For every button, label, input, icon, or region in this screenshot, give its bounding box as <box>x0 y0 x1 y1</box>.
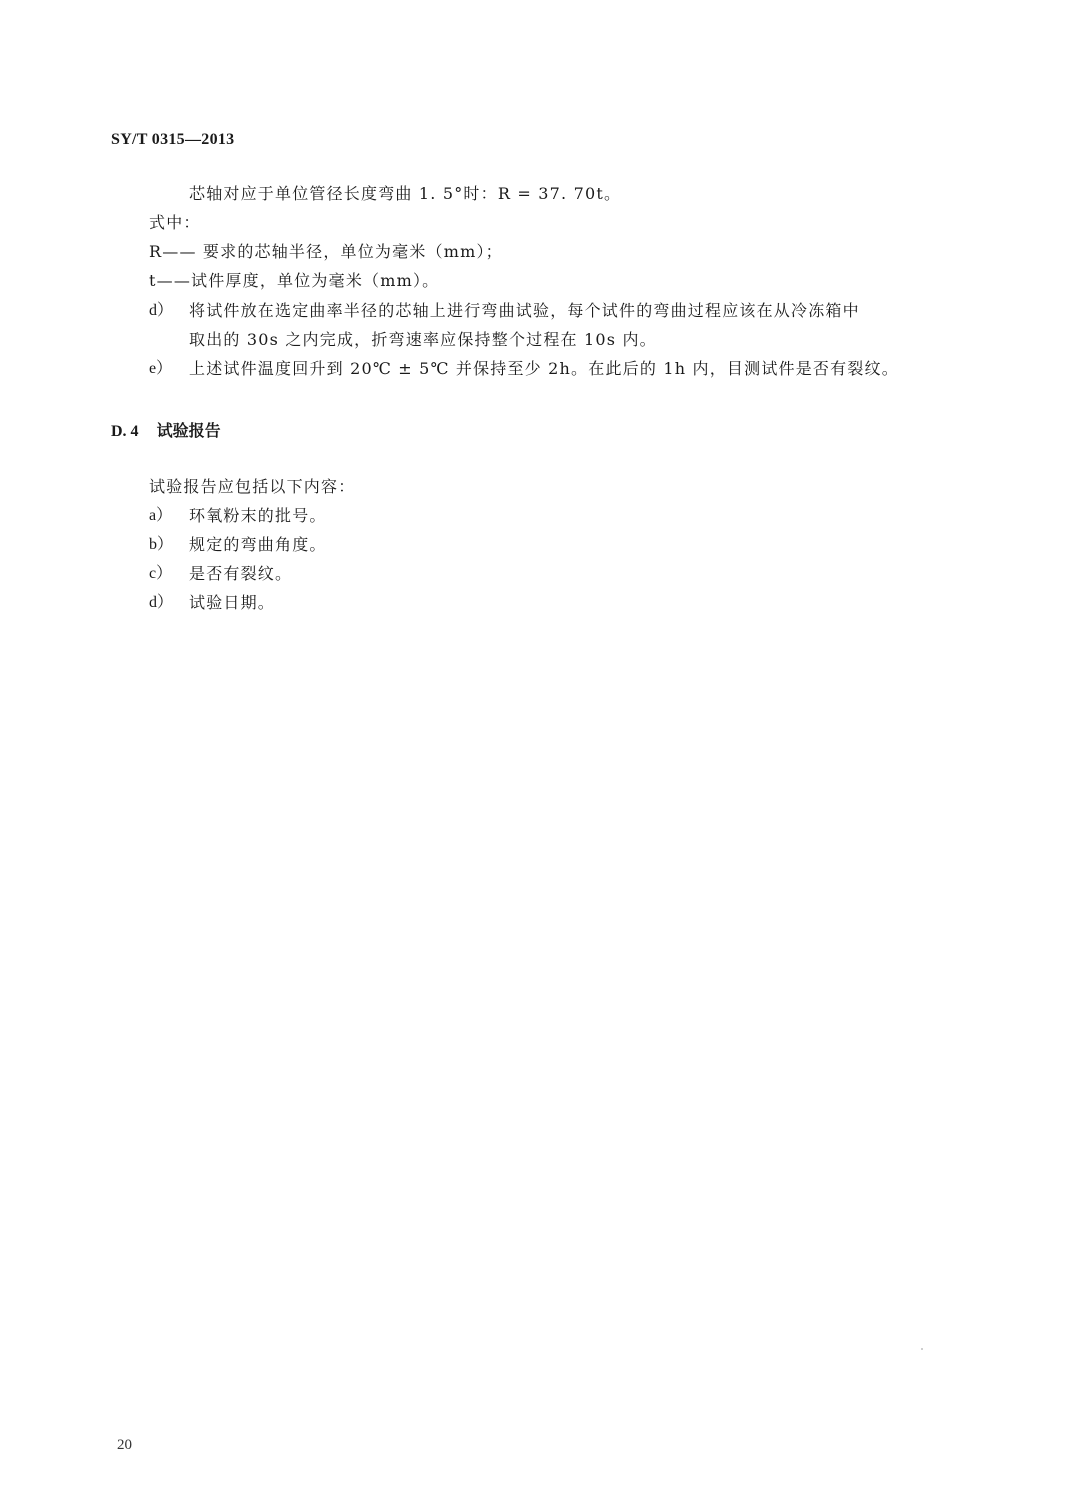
list-item-label: b） <box>149 536 174 553</box>
list-item-label: a） <box>149 507 173 524</box>
formula-line: 芯轴对应于单位管径长度弯曲 1. 5°时：R = 37. 70t。 <box>189 184 622 203</box>
page-number: 20 <box>117 1437 132 1453</box>
item-e-label: e） <box>149 360 173 377</box>
list-item-label: d） <box>149 594 174 611</box>
list-item-label: c） <box>149 565 173 582</box>
list-item-text: 是否有裂纹。 <box>189 564 293 583</box>
scan-speck <box>921 1348 923 1350</box>
where-label: 式中： <box>149 213 201 232</box>
item-d-line-1: 将试件放在选定曲率半径的芯轴上进行弯曲试验，每个试件的弯曲过程应该在从冷冻箱中 <box>189 301 860 320</box>
section-intro: 试验报告应包括以下内容： <box>149 477 356 496</box>
variable-r-definition: R—— 要求的芯轴半径，单位为毫米（mm）； <box>149 242 503 261</box>
item-d-line-2: 取出的 30s 之内完成，折弯速率应保持整个过程在 10s 内。 <box>189 330 657 349</box>
standard-code-header: SY/T 0315—2013 <box>111 131 235 148</box>
item-e-text: 上述试件温度回升到 20℃ ± 5℃ 并保持至少 2h。在此后的 1h 内，目测试件是否有裂纹。 <box>189 359 899 378</box>
item-d-label: d） <box>149 302 174 319</box>
list-item-text: 规定的弯曲角度。 <box>189 535 327 554</box>
list-item-text: 环氧粉末的批号。 <box>189 506 327 525</box>
variable-t-definition: t——试件厚度，单位为毫米（mm）。 <box>149 271 440 290</box>
section-heading <box>111 418 221 441</box>
section-title: 试验报告 <box>156 421 221 440</box>
list-item-text: 试验日期。 <box>189 593 276 612</box>
section-number: D. 4 <box>111 423 139 440</box>
